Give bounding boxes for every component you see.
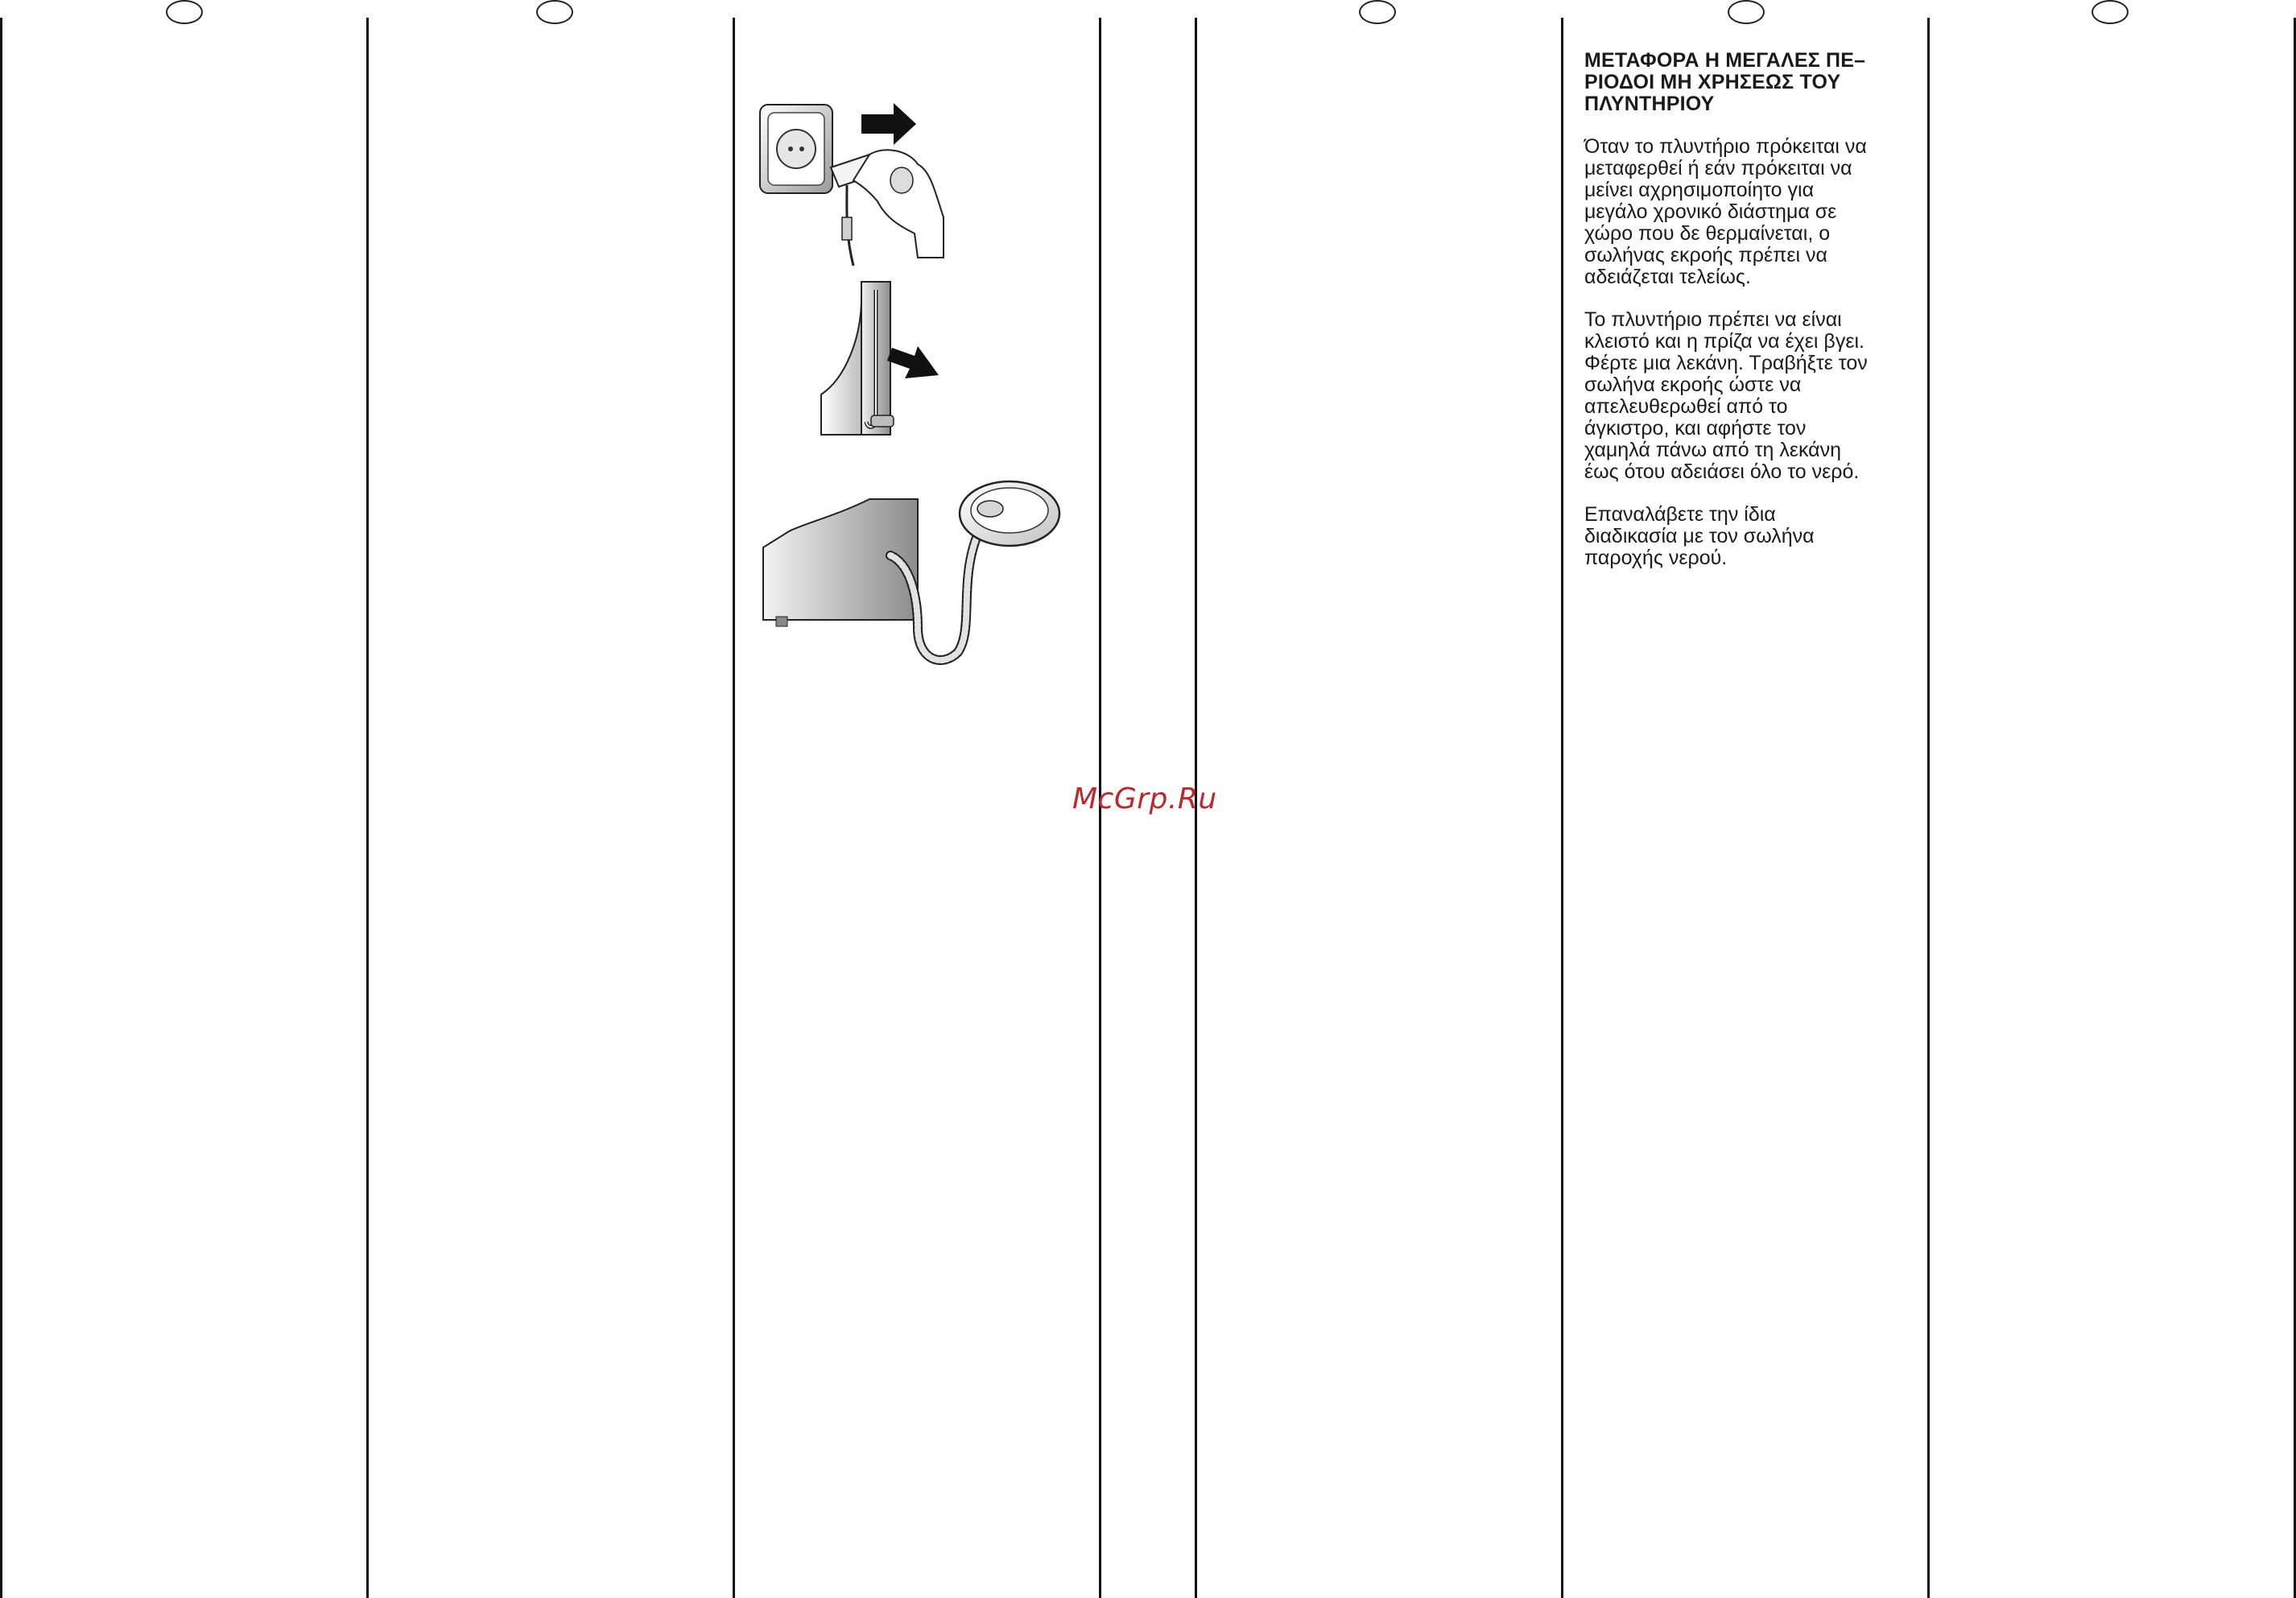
column-rule-6 [1561, 18, 1563, 1598]
drain-hose-release-icon [821, 282, 939, 435]
unplug-socket-icon [760, 103, 944, 266]
paragraph-supply-hose: Επαναλάβετε την ίδια διαδικασία με τον σωλήνα παροχής νερού. [1584, 503, 1815, 569]
column-rule-1 [0, 18, 2, 1598]
paragraph-transport: Όταν το πλυντήριο πρόκειται να μεταφερθεί ή εάν πρόκειται να μείνει αχρησιμοποίητο για μεγάλο χρονικό διάστημα σε χώρο που δε θερμαίνεται, ο σωλήνας εκροής πρέπει να αδειάζεται τελείως. [1584, 135, 1867, 288]
watermark: McGrp.Ru [1072, 782, 1217, 816]
drain-into-basin-icon [763, 481, 1059, 660]
registration-mark-3 [1359, 0, 1396, 24]
section-heading: ΜΕΤΑΦΟΡΑ Η ΜΕΓΑΛΕΣ ΠΕ– ΡΙΟΔΟΙ ΜΗ ΧΡΗΣΕΩΣ ΤΟΥ ΠΛΥΝΤΗΡΙΟΥ [1584, 49, 1866, 115]
registration-mark-1 [166, 0, 203, 24]
column-rule-2 [366, 18, 369, 1598]
registration-mark-2 [536, 0, 573, 24]
registration-mark-5 [2092, 0, 2129, 24]
column-rule-7 [1927, 18, 1930, 1598]
registration-mark-4 [1728, 0, 1765, 24]
paragraph-drain-procedure: Το πλυντήριο πρέπει να είναι κλειστό και η πρίζα να έχει βγει. Φέρτε μια λεκάνη. Τραβήξτε τον σωλήνα εκροής ώστε να απελευθερωθεί από το άγκιστρο, και αφήστε τον χαμηλά πάνω από τη λεκάνη έως ότου αδειάσει όλο το νερό. [1584, 308, 1868, 483]
transport-storage-section [1584, 50, 1919, 590]
column-rule-3 [733, 18, 735, 1598]
drain-procedure-illustration [757, 97, 1095, 676]
